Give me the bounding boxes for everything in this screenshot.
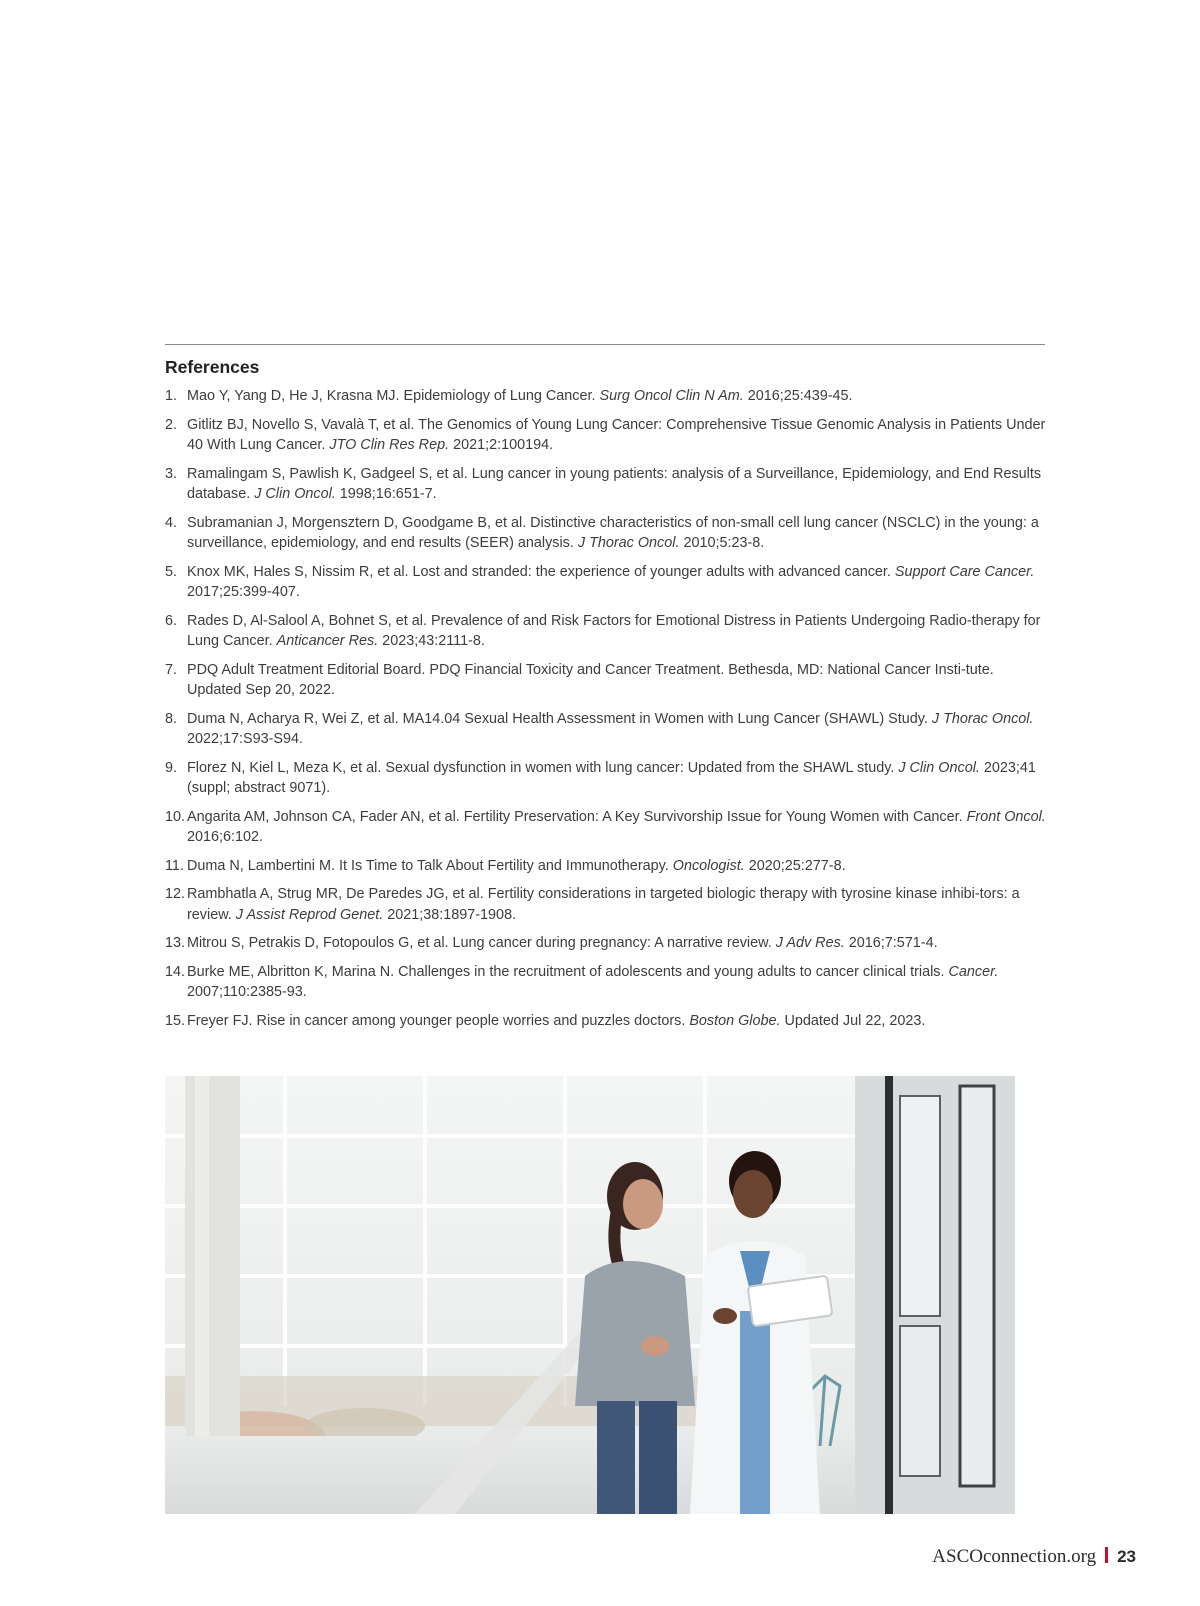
reference-item — [165, 415, 1047, 456]
reference-citation: 2007;110:2385-93. — [187, 984, 307, 1000]
footer-separator — [1105, 1547, 1108, 1563]
reference-item — [165, 386, 1047, 407]
reference-text: Burke ME, Albritton K, Marina N. Challenges in the recruitment of adolescents and young adults to cancer clinical trials. — [187, 963, 949, 980]
reference-item — [165, 856, 1047, 877]
reference-text: Rambhatla A, Strug MR, De Paredes JG, et al. Fertility considerations in targeted biologic therapy with tyrosine kinase inhibi-tors: a review. — [187, 886, 1020, 923]
reference-text: Knox MK, Hales S, Nissim R, et al. Lost and stranded: the experience of younger adults with advanced cancer. — [187, 563, 895, 580]
reference-number: 5. — [165, 563, 178, 580]
reference-citation: 2017;25:399-407. — [187, 584, 300, 600]
reference-item — [165, 884, 1047, 925]
reference-journal: Surg Oncol Clin N Am. — [599, 388, 744, 404]
reference-number: 12. — [165, 886, 186, 902]
reference-text: Gitlitz BJ, Novello S, Vavalà T, et al. The Genomics of Young Lung Cancer: Comprehensive Tissue Genomic Analysis in Patients Under 40 With Lung Cancer. — [187, 416, 1046, 453]
references-heading: References — [165, 357, 260, 377]
reference-text: PDQ Adult Treatment Editorial Board. PDQ Financial Toxicity and Cancer Treatment. Bethesda, MD: National Cancer Insti-tute. Updated Sep 20, 2022. — [187, 661, 994, 698]
reference-citation: 2022;17:S93-S94. — [187, 731, 304, 747]
reference-journal: Boston Globe. — [689, 1012, 781, 1029]
reference-citation: Updated Jul 22, 2023. — [780, 1012, 926, 1029]
reference-text: Duma N, Acharya R, Wei Z, et al. MA14.04 Sexual Health Assessment in Women with Lung Cancer (SHAWL) Study. — [187, 710, 932, 727]
reference-journal: J Clin Oncol. — [254, 486, 336, 502]
reference-citation: 2023;41 (suppl; abstract 9071). — [187, 759, 1036, 796]
reference-text: Mitrou S, Petrakis D, Fotopoulos G, et al. Lung cancer during pregnancy: A narrative review. — [187, 935, 776, 951]
reference-journal: Front Oncol. — [966, 808, 1046, 825]
reference-item — [165, 660, 1047, 701]
reference-text: Freyer FJ. Rise in cancer among younger people worries and puzzles doctors. — [187, 1012, 690, 1029]
reference-journal: JTO Clin Res Rep. — [329, 437, 450, 453]
reference-number: 13. — [165, 935, 186, 951]
reference-journal: Support Care Cancer. — [894, 563, 1035, 580]
reference-journal: J Assist Reprod Genet. — [235, 906, 384, 923]
reference-number: 2. — [165, 416, 178, 433]
reference-journal: Cancer. — [948, 963, 999, 980]
page-number: 23 — [1117, 1547, 1136, 1566]
reference-citation: 2016;25:439-45. — [743, 388, 853, 404]
section-divider — [165, 344, 1045, 345]
reference-citation: 2016;6:102. — [187, 829, 264, 845]
footer-site-name: ASCOconnection.org — [932, 1546, 1097, 1567]
reference-text: Florez N, Kiel L, Meza K, et al. Sexual dysfunction in women with lung cancer: Updated from the SHAWL study. — [187, 759, 899, 776]
reference-citation: 2010;5:23-8. — [679, 535, 765, 551]
reference-citation: 2021;38:1897-1908. — [383, 906, 517, 923]
reference-citation: 2021;2:100194. — [449, 437, 554, 453]
reference-citation: 2023;43:2111-8. — [378, 633, 485, 649]
reference-text: Rades D, Al-Salool A, Bohnet S, et al. Prevalence of and Risk Factors for Emotional Distress in Patients Undergoing Radio-therapy for Lung Cancer. — [187, 612, 1041, 649]
reference-citation: 1998;16:651-7. — [335, 486, 437, 502]
patient-and-doctor-photo — [165, 1076, 1015, 1514]
reference-journal: J Adv Res. — [775, 935, 845, 951]
reference-number: 14. — [165, 963, 186, 980]
reference-text: Duma N, Lambertini M. It Is Time to Talk About Fertility and Immunotherapy. — [187, 857, 673, 874]
reference-item — [165, 513, 1047, 554]
reference-number: 11. — [165, 857, 184, 874]
references-list — [165, 386, 1047, 1039]
reference-item — [165, 464, 1047, 505]
reference-item — [165, 758, 1047, 799]
reference-item — [165, 611, 1047, 652]
page-footer — [932, 1546, 1136, 1568]
reference-item — [165, 962, 1047, 1003]
reference-journal: Oncologist. — [672, 857, 745, 874]
reference-number: 1. — [165, 388, 178, 404]
reference-number: 7. — [165, 661, 178, 678]
reference-citation: 2020;25:277-8. — [744, 857, 846, 874]
reference-text: Angarita AM, Johnson CA, Fader AN, et al. Fertility Preservation: A Key Survivorship Issue for Young Women with Cancer. — [187, 808, 967, 825]
reference-number: 3. — [165, 465, 178, 482]
reference-journal: J Thorac Oncol. — [577, 535, 680, 551]
reference-number: 8. — [165, 710, 178, 727]
reference-item — [165, 562, 1047, 603]
reference-item — [165, 933, 1047, 954]
reference-number: 9. — [165, 759, 178, 776]
reference-citation: 2016;7:571-4. — [844, 935, 938, 951]
reference-number: 15. — [165, 1012, 186, 1029]
reference-journal: Anticancer Res. — [276, 633, 379, 649]
reference-text: Ramalingam S, Pawlish K, Gadgeel S, et al. Lung cancer in young patients: analysis of a Surveillance, Epidemiology, and End Results database. — [187, 465, 1042, 502]
reference-item — [165, 1011, 1047, 1032]
reference-item — [165, 807, 1047, 848]
reference-journal: J Clin Oncol. — [898, 759, 980, 776]
reference-text: Mao Y, Yang D, He J, Krasna MJ. Epidemiology of Lung Cancer. — [187, 388, 600, 404]
reference-number: 10. — [165, 808, 186, 825]
reference-number: 6. — [165, 612, 178, 629]
reference-number: 4. — [165, 514, 178, 531]
reference-journal: J Thorac Oncol. — [931, 710, 1034, 727]
reference-text: Subramanian J, Morgensztern D, Goodgame B, et al. Distinctive characteristics of non-small cell lung cancer (NSCLC) in the young: a surveillance, epidemiology, and end results (SEER) analysis. — [187, 514, 1039, 551]
reference-item — [165, 709, 1047, 750]
